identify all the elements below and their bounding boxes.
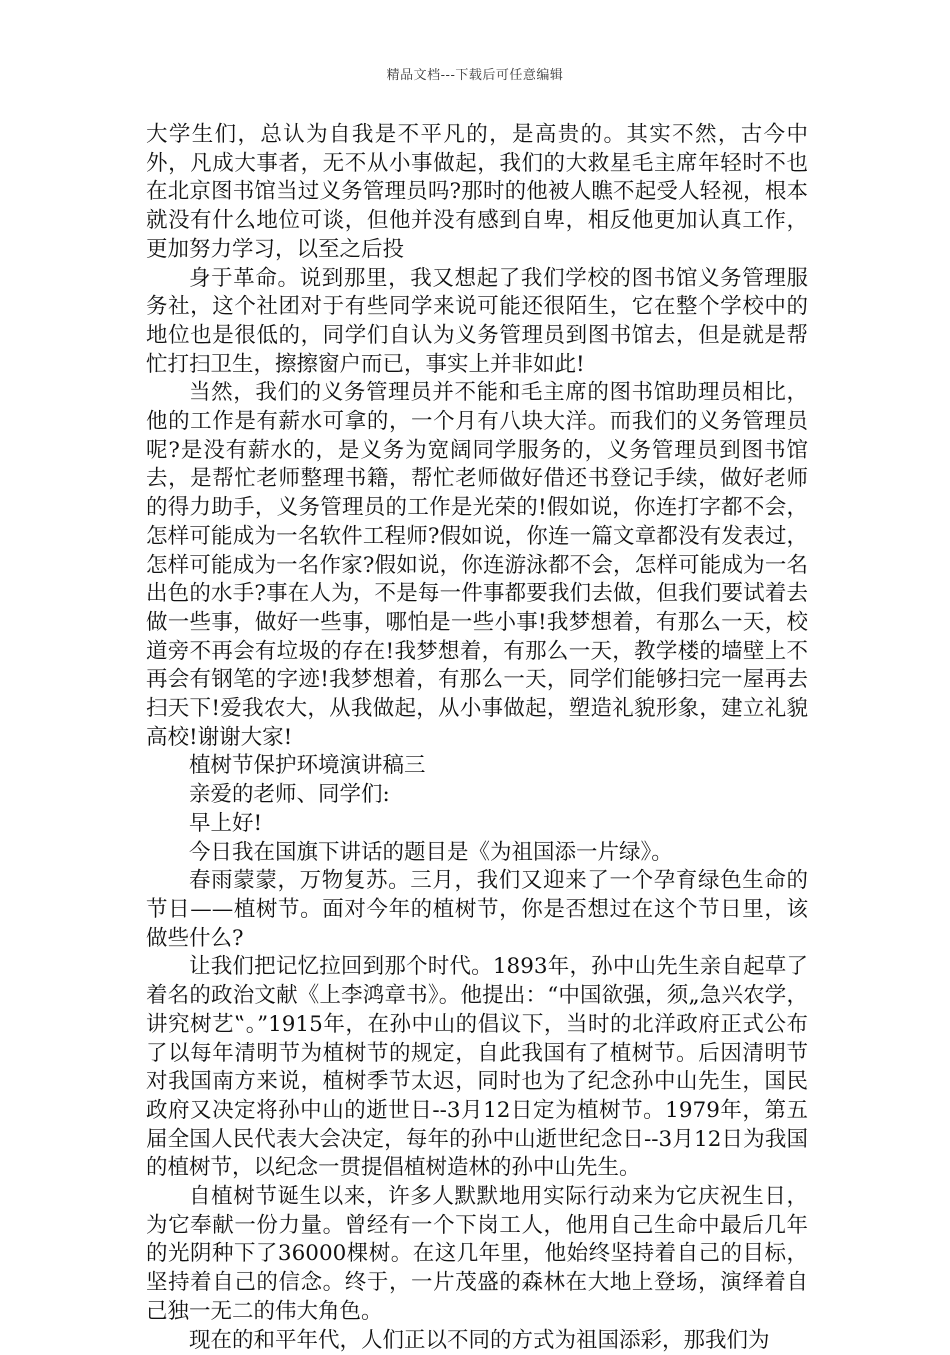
paragraph-worker: 自植树节诞生以来，许多人默默地用实际行动来为它庆祝生日，为它奉献一份力量。曾经有一个下岗工人，他用自己生命中最后几年的光阴种下了36000棵树。在这几年里，他始终坚持着自己的目标，坚持着自己的信念。终于，一片茂盛的森林在大地上登场，演绎着自己独一无二的伟大角色。 <box>146 1184 808 1324</box>
speech-title: 植树节保护环境演讲稿三 <box>189 753 426 779</box>
paragraph-2: 身于革命。说到那里，我又想起了我们学校的图书馆义务管理服务社，这个社团对于有些同学来说可能还很陌生，它在整个学校中的地位也是很低的，同学们自认为义务管理员到图书馆去，但是就是帮忙打扫卫生，擦擦窗户而已，事实上并非如此! <box>146 265 808 377</box>
greeting: 早上好! <box>189 810 263 836</box>
paragraph-1: 大学生们，总认为自我是不平凡的，是高贵的。其实不然，古今中外，凡成大事者，无不从小事做起，我们的大救星毛主席年轻时不也在北京图书馆当过义务管理员吗?那时的他被人瞧不起受人轻视，根本就没有什么地位可谈，但他并没有感到自卑，相反他更加认真工作，更加努力学习，以至之后投 <box>146 122 808 262</box>
paragraph-3: 当然，我们的义务管理员并不能和毛主席的图书馆助理员相比，他的工作是有薪水可拿的，一个月有八块大洋。而我们的义务管理员呢?是没有薪水的，是义务为宽阔同学服务的，义务管理员到图书馆去，是帮忙老师整理书籍，帮忙老师做好借还书登记手续，做好老师的得力助手，义务管理员的工作是光荣的!假如说，你连打字都不会，怎样可能成为一名软件工程师?假如说，你连一篇文章都没有发表过，怎样可能成为一名作家?假如说，你连游泳都不会，怎样可能成为一名出色的水手?事在人为，不是每一件事都要我们去做，但我们要试着去做一些事，做好一些事，哪怕是一些小事!我梦想着，有那么一天，校道旁不再会有垃圾的存在!我梦想着，有那么一天，教学楼的墙壁上不再会有钢笔的字迹!我梦想着，有那么一天，同学们能够扫完一屋再去扫天下!爱我农大，从我做起，从小事做起，塑造礼貌形象，建立礼貌高校!谢谢大家! <box>146 380 808 750</box>
paragraph-present: 现在的和平年代，人们正以不同的方式为祖国添彩，那我们为 <box>189 1327 770 1353</box>
paragraph-history: 让我们把记忆拉回到那个时代。1893年，孙中山先生亲自起草了着名的政治文献《上李鸿章书》。他提出：“中国欲强，须„急兴农学，讲究树艺‟。”1915年，在孙中山的倡议下，当时的北洋政府正式公布了以每年清明节为植树节的规定，自此我国有了植树节。后因清明节对我国南方来说，植树季节太迟，同时也为了纪念孙中山先生，国民政府又决定将孙中山的逝世日--3月12日定为植树节。1979年，第五届全国人民代表大会决定，每年的孙中山逝世纪念日--3月12日为我国的植树节，以纪念一贯提倡植树造林的孙中山先生。 <box>146 954 808 1181</box>
page-header: 精品文档---下载后可任意编辑 <box>386 68 564 83</box>
salutation: 亲爱的老师、同学们: <box>189 782 390 808</box>
paragraph-spring: 春雨蒙蒙，万物复苏。三月，我们又迎来了一个孕育绿色生命的节日——植树节。面对今年的植树节，你是否想过在这个节日里，该做些什么? <box>146 868 808 951</box>
document-body <box>146 121 808 1355</box>
topic-line: 今日我在国旗下讲话的题目是《为祖国添一片绿》。 <box>189 839 673 865</box>
